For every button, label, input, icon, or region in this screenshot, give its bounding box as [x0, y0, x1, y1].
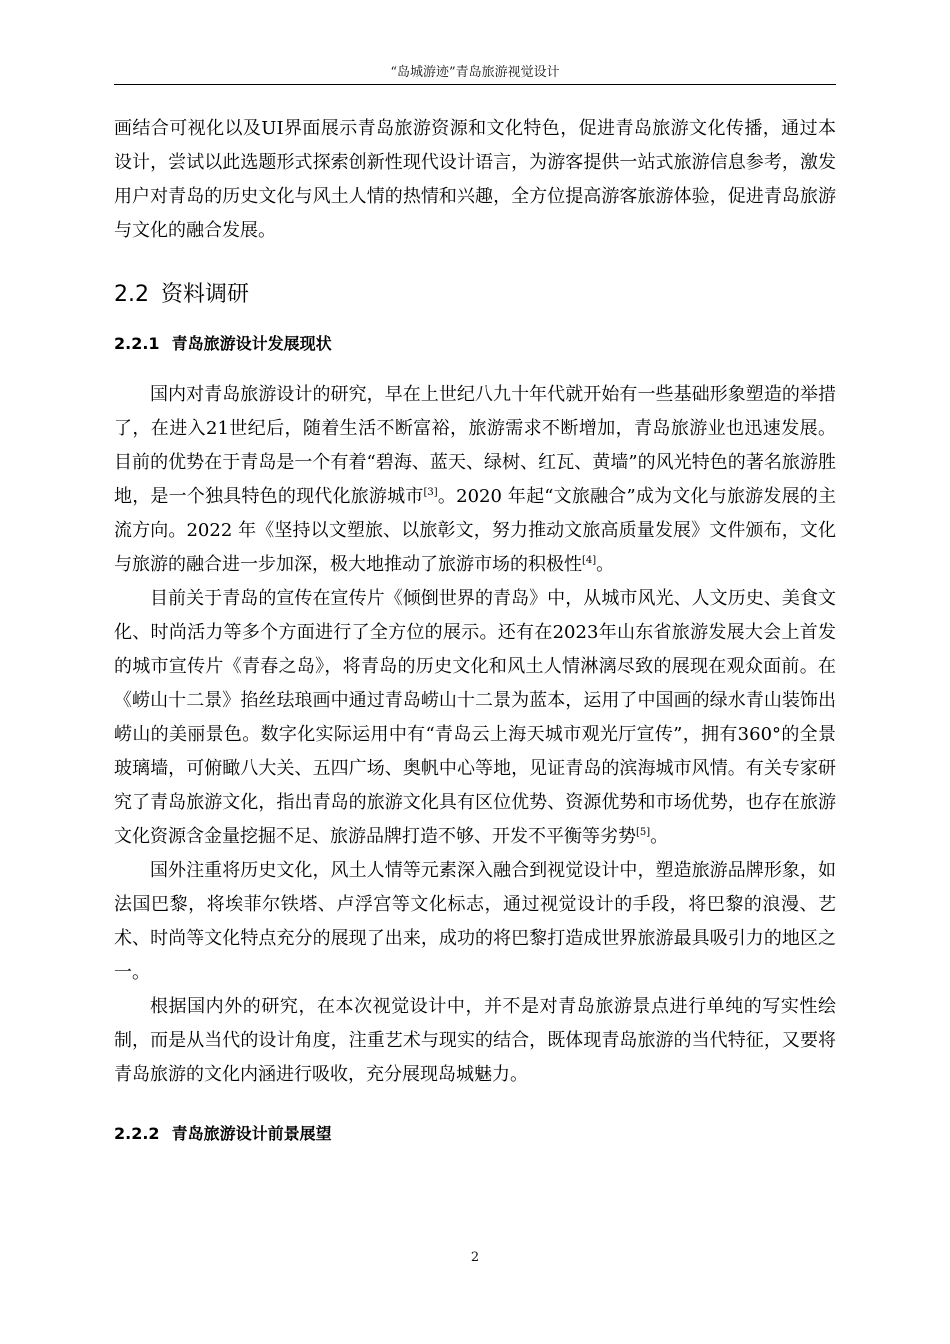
paragraph-promotion: [114, 582, 836, 854]
subsection-heading-2: [114, 1120, 836, 1148]
citation-ref: [4]: [582, 555, 597, 566]
citation-ref: [3]: [423, 487, 438, 498]
paragraph-text: 。2020 年起“文旅融合”成为文化与旅游发展的主流方向。2022 年《坚持以文塑旅、以旅彰文，努力推动文旅高质量发展》文件颁布，文化与旅游的融合进一步加深，极大地推动了旅游市场的积极性: [114, 486, 836, 575]
subsection-title-1: 青岛旅游设计发展现状: [171, 334, 332, 353]
subsection-heading-1: [114, 330, 836, 358]
section-number: 2.2: [114, 282, 149, 307]
paragraph-text: 目前关于青岛的宣传在宣传片《倾倒世界的青岛》中，从城市风光、人文历史、美食文化、时尚活力等多个方面进行了全方位的展示。还有在2023年山东省旅游发展大会上首发的城市宣传片《青春之岛》，将青岛的历史文化和风土人情淋漓尽致的展现在观众面前。在《崂山十二景》掐丝珐琅画中通过青岛崂山十二景为蓝本，运用了中国画的绿水青山装饰出崂山的美丽景色。数字化实际运用中有“青岛云上海天城市观光厅宣传”，拥有360°的全景玻璃墙，可俯瞰八大关、五四广场、奥帆中心等地，见证青岛的滨海城市风情。有关专家研究了青岛旅游文化，指出青岛的旅游文化具有区位优势、资源优势和市场优势，也存在旅游文化资源含金量挖掘不足、旅游品牌打造不够、开发不平衡等劣势: [114, 588, 836, 847]
subsection-title-2: 青岛旅游设计前景展望: [171, 1124, 332, 1143]
paragraph-conclusion: 根据国内外的研究，在本次视觉设计中，并不是对青岛旅游景点进行单纯的写实性绘制，而是从当代的设计角度，注重艺术与现实的结合，既体现青岛旅游的当代特征，又要将青岛旅游的文化内涵进行吸收，充分展现岛城魅力。: [114, 996, 836, 1085]
page-number: 2: [470, 1250, 480, 1265]
paragraph-foreign-research: 国外注重将历史文化，风土人情等元素深入融合到视觉设计中，塑造旅游品牌形象，如法国巴黎，将埃菲尔铁塔、卢浮宫等文化标志，通过视觉设计的手段，将巴黎的浪漫、艺术、时尚等文化特点充分的展现了出来，成功的将巴黎打造成世界旅游最具吸引力的地区之一。: [114, 860, 836, 983]
intro-paragraph: 画结合可视化以及UI界面展示青岛旅游资源和文化特色，促进青岛旅游文化传播，通过本设计，尝试以此选题形式探索创新性现代设计语言，为游客提供一站式旅游信息参考，激发用户对青岛的历史文化与风土人情的热情和兴趣，全方位提高游客旅游体验，促进青岛旅游与文化的融合发展。: [114, 118, 836, 241]
section-title: 资料调研: [161, 282, 250, 307]
header-rule: [114, 84, 836, 85]
running-header: “岛城游迹”青岛旅游视觉设计: [390, 65, 560, 80]
paragraph-text: 国内对青岛旅游设计的研究，早在上世纪八九十年代就开始有一些基础形象塑造的举措了，在进入21世纪后，随着生活不断富裕，旅游需求不断增加，青岛旅游业也迅速发展。目前的优势在于青岛是一个有着“碧海、蓝天、绿树、红瓦、黄墙”的风光特色的著名旅游胜地，是一个独具特色的现代化旅游城市: [114, 384, 836, 507]
citation-ref: [5]: [636, 827, 651, 838]
paragraph-text: 。: [596, 554, 615, 575]
subsection-number-2: 2.2.2: [114, 1124, 160, 1143]
subsection-number-1: 2.2.1: [114, 334, 160, 353]
paragraph-text: 。: [650, 826, 669, 847]
page-body: [114, 112, 836, 1168]
paragraph-domestic-research: [114, 378, 836, 582]
section-heading: [114, 278, 836, 312]
